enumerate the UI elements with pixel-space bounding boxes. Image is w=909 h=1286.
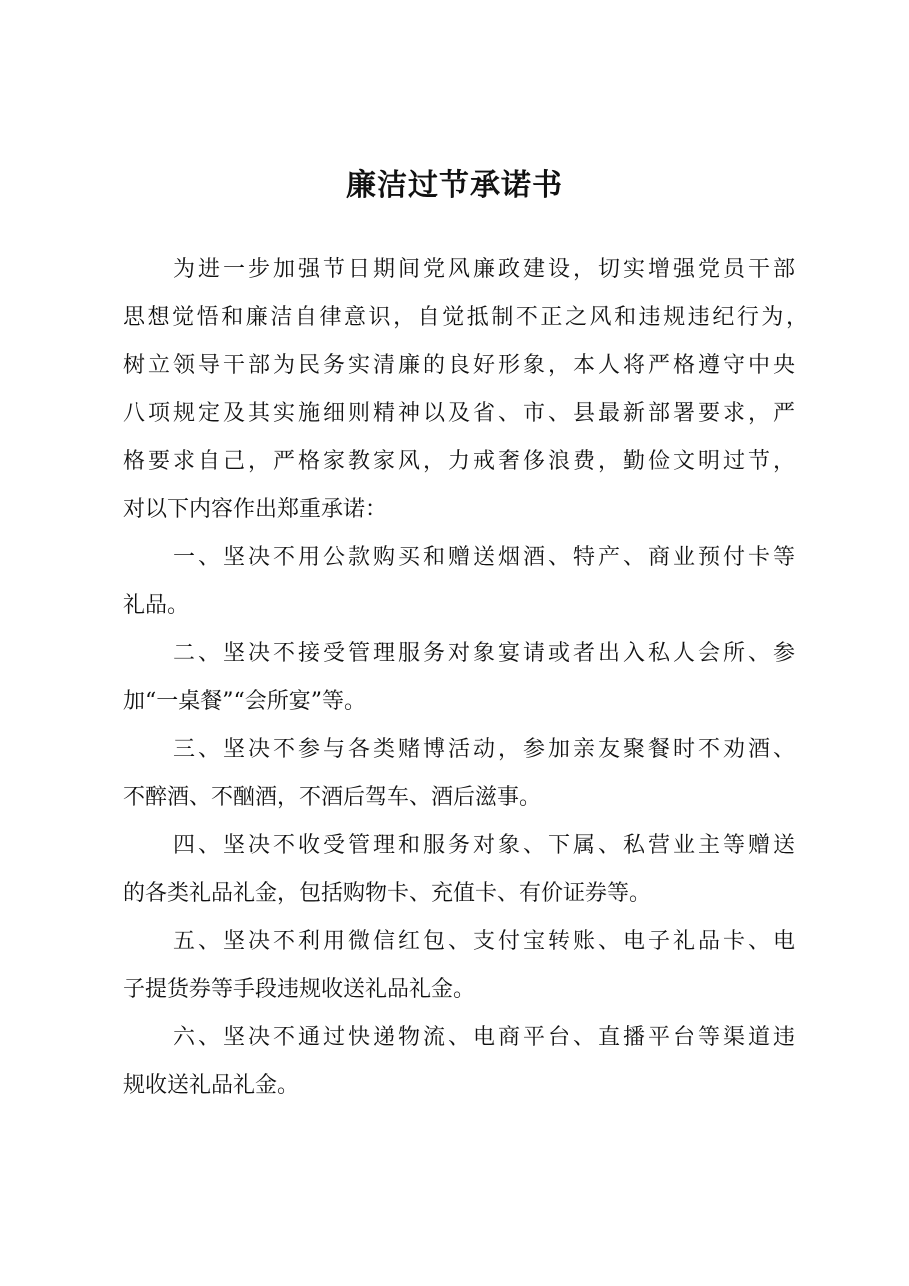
pledge-6-line-2: 规收送礼品礼金。 (123, 1073, 300, 1098)
intro-line-5: 格要求自己，严格家教家风，力戒奢侈浪费，勤俭文明过节， (123, 449, 795, 474)
pledge-1-line-2: 礼品。 (123, 593, 190, 618)
pledge-3-line-2: 不醉酒、不酗酒，不酒后驾车、酒后滋事。 (123, 785, 542, 810)
intro-line-3: 树立领导干部为民务实清廉的良好形象，本人将严格遵守中央 (123, 353, 795, 378)
pledge-5-line-1: 五、坚决不利用微信红包、支付宝转账、电子礼品卡、电 (173, 929, 795, 954)
intro-line-4: 八项规定及其实施细则精神以及省、市、县最新部署要求，严 (123, 401, 795, 426)
pledge-4-line-1: 四、坚决不收受管理和服务对象、下属、私营业主等赠送 (173, 833, 795, 858)
pledge-4-line-2: 的各类礼品礼金，包括购物卡、充值卡、有价证券等。 (123, 881, 652, 906)
pledge-6-line-1: 六、坚决不通过快递物流、电商平台、直播平台等渠道违 (173, 1025, 795, 1050)
document-title: 廉洁过节承诺书 (346, 168, 563, 203)
intro-line-2: 思想觉悟和廉洁自律意识，自觉抵制不正之风和违规违纪行为， (123, 305, 808, 330)
pledge-2-line-2: 加“一桌餐”“会所宴”等。 (123, 689, 366, 714)
intro-line-1: 为进一步加强节日期间党风廉政建设，切实增强党员干部 (173, 257, 795, 282)
pledge-2-line-1: 二、坚决不接受管理服务对象宴请或者出入私人会所、参 (173, 641, 795, 666)
intro-line-6: 对以下内容作出郑重承诺： (123, 497, 388, 522)
pledge-3-line-1: 三、坚决不参与各类赌博活动，参加亲友聚餐时不劝酒、 (173, 737, 795, 762)
pledge-5-line-2: 子提货券等手段违规收送礼品礼金。 (123, 977, 476, 1002)
pledge-1-line-1: 一、坚决不用公款购买和赠送烟酒、特产、商业预付卡等 (173, 545, 795, 570)
